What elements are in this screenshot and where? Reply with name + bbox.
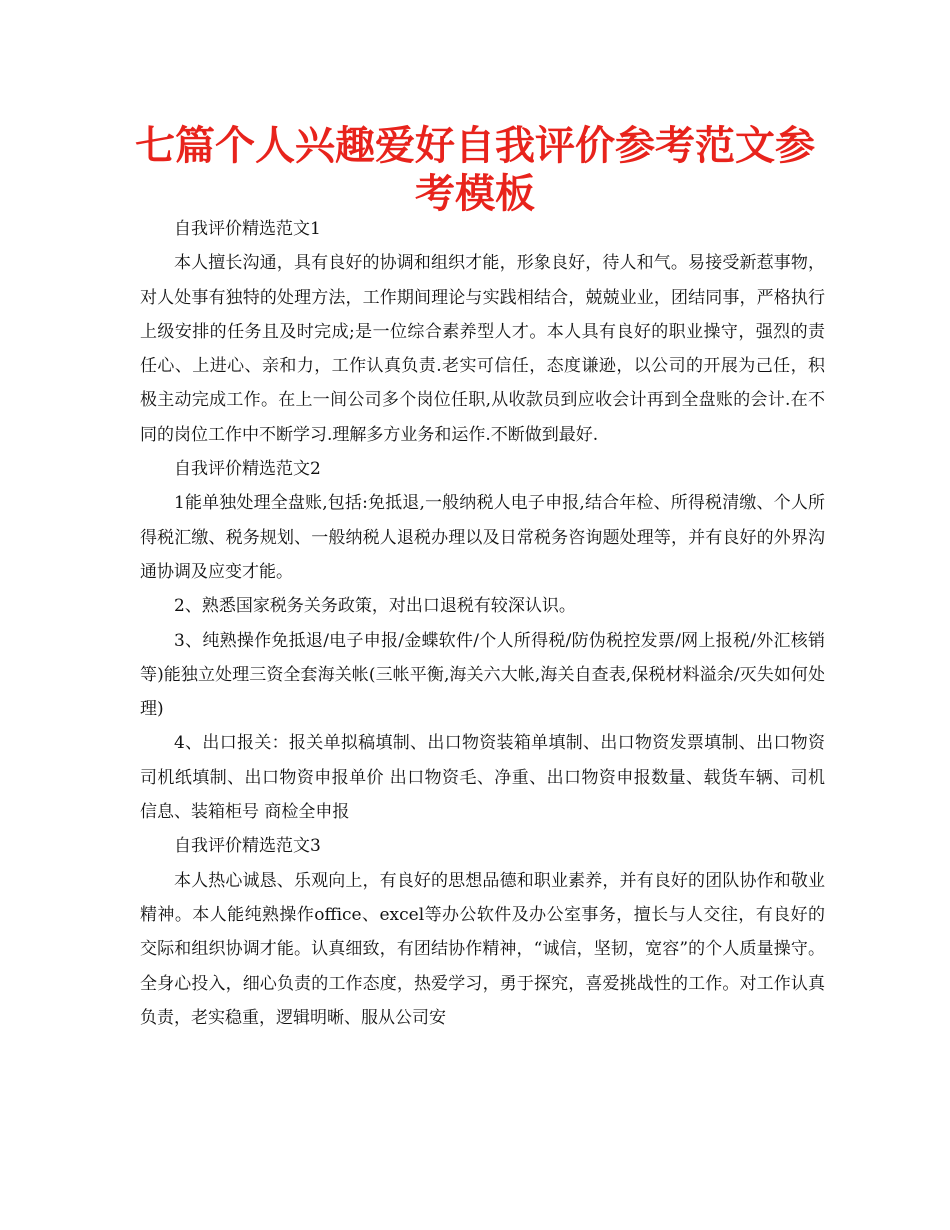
document-title: 七篇个人兴趣爱好自我评价参考范文参考模板: [135, 123, 815, 217]
section-heading-3: 自我评价精选范文3: [174, 836, 321, 857]
section-heading-1: 自我评价精选范文1: [174, 219, 321, 239]
paragraph-2-item-4: 4、出口报关：报关单拟稿填制、出口物资装箱单填制、出口物资发票填制、出口物资司机纸填制、出口物资申报单价 出口物资毛、净重、出口物资申报数量、载货车辆、司机信息、装箱柜号 商检全申报: [140, 733, 825, 823]
paragraph-1: 本人擅长沟通，具有良好的协调和组织才能，形象良好，待人和气。易接受新惹事物，对人处事有独特的处理方法，工作期间理论与实践相结合，兢兢业业，团结同事，严格执行上级安排的任务且及时完成;是一位综合素养型人才。本人具有良好的职业操守，强烈的责任心、上进心、亲和力，工作认真负责.老实可信任，态度谦逊，以公司的开展为己任，积极主动完成工作。在上一间公司多个岗位任职,从收款员到应收会计再到全盘账的会计.在不同的岗位工作中不断学习.理解多方业务和运作.不断做到最好.: [140, 253, 825, 445]
paragraph-2-item-3: 3、纯熟操作免抵退/电子申报/金蝶软件/个人所得税/防伪税控发票/网上报税/外汇核销等)能独立处理三资全套海关帐(三帐平衡,海关六大帐,海关自查表,保税材料溢余/灭失如何处理): [140, 630, 825, 720]
document-body: [140, 212, 825, 1035]
section-heading-2: 自我评价精选范文2: [174, 459, 321, 480]
paragraph-2-item-1: 1能单独处理全盘账,包括:免抵退,一般纳税人电子申报,结合年检、所得税清缴、个人所得税汇缴、税务规划、一般纳税人退税办理以及日常税务咨询题处理等，并有良好的外界沟通协调及应变才能。: [140, 493, 825, 582]
paragraph-2-item-2: 2、熟悉国家税务关务政策，对出口退税有较深认识。: [174, 596, 576, 617]
paragraph-3: 本人热心诚恳、乐观向上，有良好的思想品德和职业素养，并有良好的团队协作和敬业精神。本人能纯熟操作office、excel等办公软件及办公室事务，擅长与人交往，有良好的交际和组织协调才能。认真细致，有团结协作精神，“诚信，坚韧，宽容”的个人质量操守。 全身心投入，细心负责的工作态度，热爱学习，勇于探究，喜爱挑战性的工作。对工作认真负责，老实稳重，逻辑明晰、服从公司安: [140, 870, 825, 1028]
